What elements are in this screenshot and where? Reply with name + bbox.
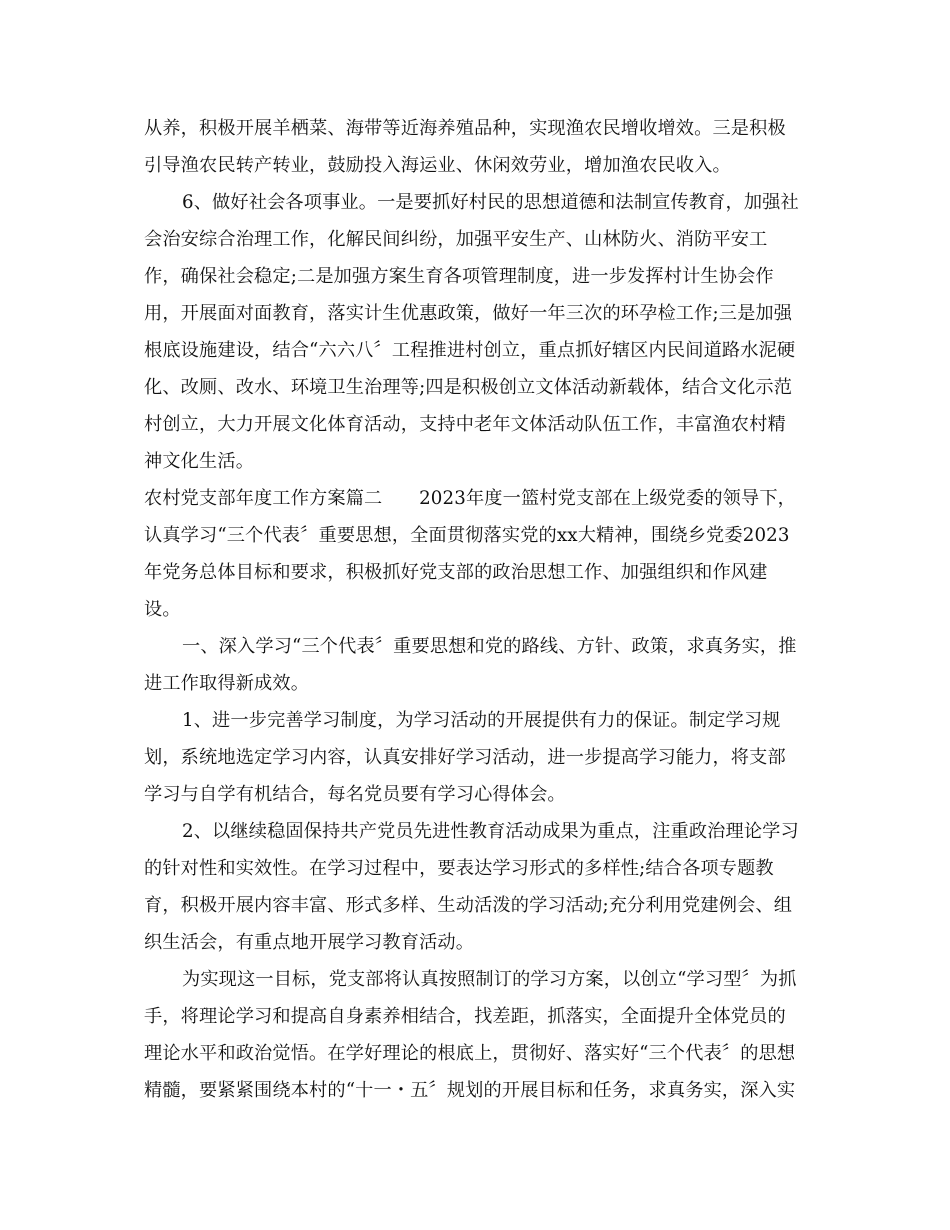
text-line: 村创立，大力开展文化体育活动，支持中老年文体活动队伍工作，丰富渔农村精 (144, 414, 786, 435)
text-line: 根底设施建设，结合“六六八〞工程推进村创立，重点抓好辖区内民间道路水泥硬 (144, 340, 796, 361)
text-line: 划，系统地选定学习内容，认真安排好学习活动，进一步提高学习能力，将支部 (144, 747, 786, 768)
text-line: 一、深入学习“三个代表〞重要思想和党的路线、方针、政策，求真务实，推 (182, 636, 797, 657)
text-line: 引导渔农民转产转业，鼓励投入海运业、休闲效劳业，增加渔农民收入。 (144, 155, 731, 176)
text-line: 进工作取得新成效。 (144, 673, 310, 694)
text-line: 会治安综合治理工作，化解民间纠纷，加强平安生产、山林防火、消防平安工 (144, 229, 768, 250)
text-line: 用，开展面对面教育，落实计生优惠政策，做好一年三次的环孕检工作;三是加强 (144, 303, 793, 324)
text-line: 认真学习“三个代表〞重要思想，全面贯彻落实党的xx大精神，围绕乡党委2023 (144, 525, 790, 546)
text-line: 设。 (144, 599, 181, 620)
text-line: 育，积极开展内容丰富、形式多样、生动活泼的学习活动;充分利用党建例会、组 (144, 895, 793, 916)
text-line: 学习与自学有机结合，每名党员要有学习心得体会。 (144, 784, 566, 805)
section-title-line: 农村党支部年度工作方案篇二 2023年度一篮村党支部在上级党委的领导下， (144, 488, 797, 509)
text-line: 的针对性和实效性。在学习过程中，要表达学习形式的多样性;结合各项专题教 (144, 858, 774, 879)
text-line: 年党务总体目标和要求，积极抓好党支部的政治思想工作、加强组织和作风建 (144, 562, 768, 583)
text-line: 2、以继续稳固保持共产党员先进性教育活动成果为重点，注重政治理论学习 (182, 821, 799, 842)
text-line: 手，将理论学习和提高自身素养相结合，找差距，抓落实，全面提升全体党员的 (144, 1006, 786, 1027)
text-line: 从养，积极开展羊栖菜、海带等近海养殖品种，实现渔农民增收增效。三是积极 (144, 118, 786, 139)
text-line: 理论水平和政治觉悟。在学好理论的根底上，贯彻好、落实好“三个代表〞的思想 (144, 1043, 796, 1064)
text-line: 神文化生活。 (144, 451, 255, 472)
text-line: 化、改厕、改水、环境卫生治理等;四是积极创立文体活动新载体，结合文化示范 (144, 377, 793, 398)
text-line: 为实现这一目标，党支部将认真按照制订的学习方案，以创立“学习型〞为抓 (182, 969, 797, 990)
text-line: 6、做好社会各项事业。一是要抓好村民的思想道德和法制宣传教育，加强社 (182, 192, 799, 213)
text-line: 1、进一步完善学习制度，为学习活动的开展提供有力的保证。制定学习规 (182, 710, 781, 731)
text-line: 织生活会，有重点地开展学习教育活动。 (144, 932, 475, 953)
text-line: 作，确保社会稳定;二是加强方案生育各项管理制度，进一步发挥村计生协会作 (144, 266, 774, 287)
text-line: 精髓，要紧紧围绕本村的“十一・五〞规划的开展目标和任务，求真务实，深入实 (144, 1080, 796, 1101)
